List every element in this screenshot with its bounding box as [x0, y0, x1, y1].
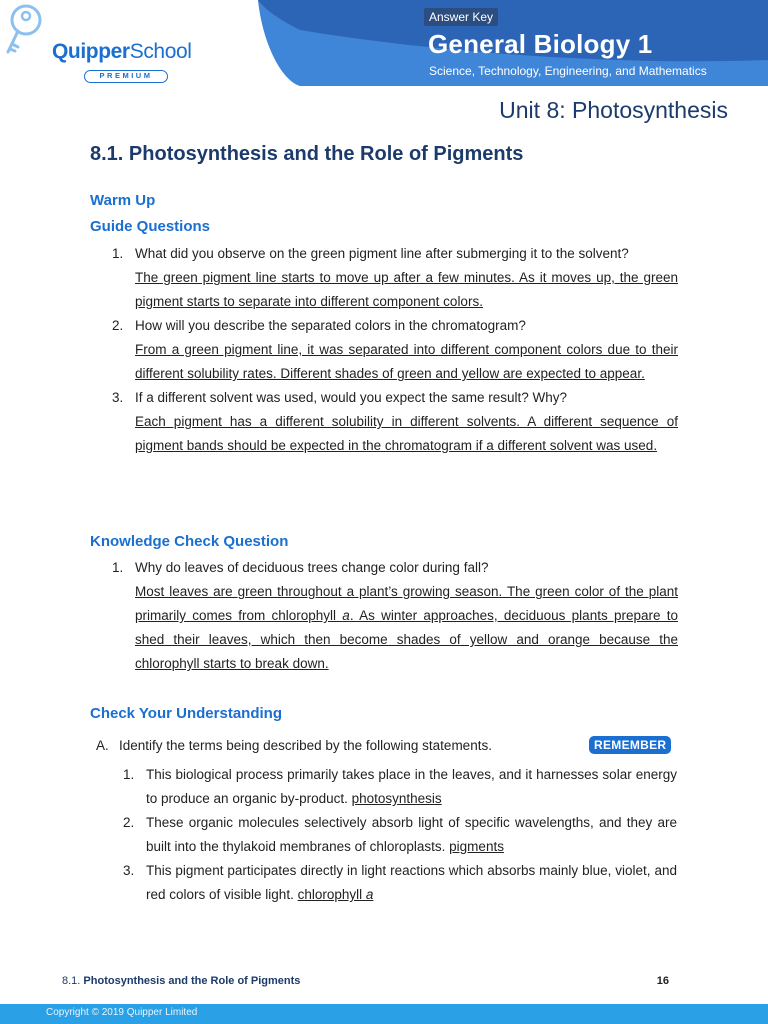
list-item [123, 763, 677, 811]
item-number: 1. [112, 560, 124, 575]
answer-italic: a [365, 887, 374, 902]
knowledge-check-list [112, 556, 678, 676]
answer-text [298, 887, 374, 902]
statement-text: This pigment participates directly in light reactions which absorbs mainly blue, violet, and red colors of visible light. [146, 863, 677, 902]
item-number: 3. [112, 390, 124, 405]
logo-school-text: School [129, 40, 192, 63]
item-number: 2. [112, 318, 124, 333]
question-text: Why do leaves of deciduous trees change color during fall? [135, 560, 489, 575]
instruction-text: Identify the terms being described by the following statements. [119, 738, 492, 753]
answer-text: photosynthesis [351, 791, 442, 806]
question-text: How will you describe the separated colors in the chromatogram? [135, 318, 526, 333]
item-number: 1. [112, 246, 124, 261]
statement-text: This biological process primarily takes place in the leaves, and it harnesses solar energy to produce an organic by-product. [146, 767, 677, 806]
terms-list [123, 763, 677, 907]
check-understanding-heading: Check Your Understanding [90, 705, 282, 722]
guide-questions-heading: Guide Questions [90, 218, 211, 235]
answer-italic: a [342, 608, 350, 623]
answer-text: The green pigment line starts to move up after a few minutes. As it moves up, the green pigment starts to separate into different component colors. [135, 270, 678, 309]
footer-bar [0, 1004, 768, 1024]
list-item [123, 859, 677, 907]
part-label: A. [96, 738, 109, 753]
quipper-school-logo [52, 40, 202, 86]
remember-badge: REMEMBER [589, 736, 671, 754]
question-text: What did you observe on the green pigment line after submerging it to the solvent? [135, 246, 629, 261]
item-number: 2. [123, 815, 135, 830]
list-item [123, 811, 677, 859]
list-item [112, 242, 678, 314]
item-number: 3. [123, 863, 135, 878]
course-subtitle: Science, Technology, Engineering, and Mathematics [429, 64, 707, 78]
statement-text: These organic molecules selectively absorb light of specific wavelengths, and they are built into the thylakoid membranes of chloroplasts. [146, 815, 677, 854]
guide-questions-list [112, 242, 678, 458]
list-item [112, 556, 678, 676]
footer-section-num: 8.1. [62, 975, 81, 987]
course-title: General Biology 1 [428, 29, 653, 59]
answer-text: From a green pigment line, it was separated into different component colors due to their different solubility rates. Different shades of green and yellow are expected to appear. [135, 342, 678, 381]
answer-part: Most leaves are green throughout a plant’s growing season. The green color of the plant primarily comes from chlorophyll [135, 584, 678, 623]
page-number: 16 [656, 975, 669, 987]
footer-section-label [62, 975, 300, 987]
knowledge-check-heading: Knowledge Check Question [90, 533, 289, 550]
list-item [112, 314, 678, 386]
logo-quipper-text: Quipper [52, 40, 130, 63]
answer-text: Each pigment has a different solubility in different solvents. A different sequence of pigment bands should be expected in the chromatogram if a different solvent was used. [135, 414, 678, 453]
unit-title: Unit 8: Photosynthesis [499, 97, 728, 123]
logo-premium-badge: PREMIUM [84, 70, 168, 83]
answer-text [135, 580, 678, 676]
list-item [112, 386, 678, 458]
answer-part: chlorophyll [297, 887, 366, 902]
key-icon [0, 0, 48, 60]
answer-key-badge: Answer Key [424, 8, 498, 26]
warm-up-heading: Warm Up [90, 192, 156, 209]
answer-text: pigments [449, 839, 504, 854]
part-a-instruction [96, 734, 576, 758]
footer-section-name: Photosynthesis and the Role of Pigments [83, 975, 301, 987]
copyright-text: Copyright © 2019 Quipper Limited [46, 1007, 198, 1018]
section-title: 8.1. Photosynthesis and the Role of Pigments [90, 143, 524, 165]
item-number: 1. [123, 767, 135, 782]
question-text: If a different solvent was used, would you expect the same result? Why? [135, 390, 567, 405]
answer-part: . As winter approaches, deciduous plants prepare to shed their leaves, which then become shades of yellow and orange because the chlorophyll starts to break down. [135, 608, 678, 671]
list-item [96, 734, 576, 758]
